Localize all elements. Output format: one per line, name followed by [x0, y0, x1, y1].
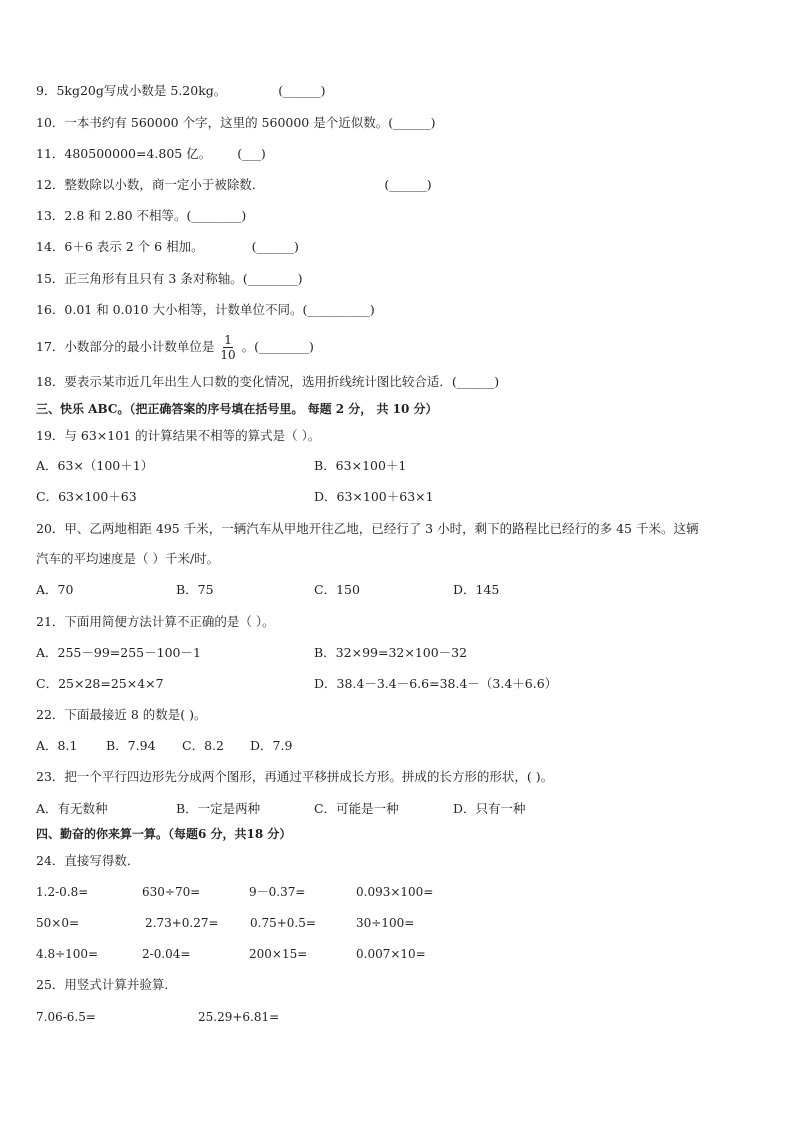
section-3-heading: 三、快乐 ABC。（把正确答案的序号填在括号里。 每题 2 分， 共 10 分）	[36, 402, 438, 416]
q22-option-a[interactable]: A．8.1	[36, 738, 78, 753]
q19-option-d[interactable]: D．63×100＋63×1	[314, 489, 434, 504]
question-17-prefix: 17．小数部分的最小计数单位是	[36, 339, 215, 354]
q23-option-a[interactable]: A．有无数种	[36, 801, 108, 816]
q21-option-a[interactable]: A．255－99=255－100－1	[36, 645, 201, 660]
answer-blank-9[interactable]: (______)	[278, 83, 326, 98]
q22-option-c[interactable]: C．8.2	[182, 738, 224, 753]
calc-item: 2.73+0.27=	[145, 916, 219, 930]
question-11-text: 11．480500000=4.805 亿。	[36, 146, 212, 161]
q20-option-a[interactable]: A．70	[36, 582, 74, 597]
question-12-text: 12．整数除以小数，商一定小于被除数．	[36, 177, 265, 192]
question-14	[36, 238, 299, 256]
q23-option-c[interactable]: C．可能是一种	[314, 801, 399, 816]
question-16: 16．0.01 和 0.010 大小相等，计数单位不同。(__________)	[36, 302, 375, 317]
section-4-heading: 四、勤奋的你来算一算。（每题6 分，共18 分）	[36, 827, 292, 841]
question-15: 15．正三角形有且只有 3 条对称轴。(________)	[36, 271, 303, 286]
fraction-one-tenth	[220, 333, 235, 362]
q21-option-b[interactable]: B．32×99=32×100－32	[314, 645, 468, 660]
calc-item: 0.75+0.5=	[250, 916, 316, 930]
question-17	[36, 332, 314, 362]
calc-item: 25.29+6.81=	[198, 1010, 280, 1024]
calc-item: 9－0.37=	[249, 885, 306, 899]
calc-item: 200×15=	[249, 947, 308, 961]
question-9-text: 9．5kg20g写成小数是 5.20kg。	[36, 83, 227, 98]
question-10: 10．一本书约有 560000 个字，这里的 560000 是个近似数。(______)	[36, 115, 436, 130]
q22-option-b[interactable]: B．7.94	[106, 738, 156, 753]
question-21-stem: 21．下面用简便方法计算不正确的是（ ）。	[36, 614, 275, 629]
calc-item: 50×0=	[36, 916, 80, 930]
question-20-stem-line2: 汽车的平均速度是（ ）千米/时。	[36, 551, 220, 566]
question-12	[36, 176, 432, 194]
question-23-stem: 23．把一个平行四边形先分成两个图形，再通过平移拼成长方形。拼成的长方形的形状，( )。	[36, 769, 554, 784]
answer-blank-12[interactable]: (______)	[384, 177, 432, 192]
q23-option-d[interactable]: D．只有一种	[453, 801, 526, 816]
calc-item: 0.093×100=	[356, 885, 434, 899]
q22-option-d[interactable]: D．7.9	[250, 738, 293, 753]
answer-blank-11[interactable]: (___)	[237, 146, 266, 161]
question-19-stem: 19．与 63×101 的计算结果不相等的算式是（ ）。	[36, 428, 321, 443]
question-9	[36, 82, 326, 100]
q19-option-b[interactable]: B．63×100＋1	[314, 458, 407, 473]
question-18: 18．要表示某市近几年出生人口数的变化情况，选用折线统计图比较合适．(______)	[36, 374, 500, 389]
calc-item: 630÷70=	[142, 885, 201, 899]
q20-option-c[interactable]: C．150	[314, 582, 360, 597]
question-14-text: 14．6＋6 表示 2 个 6 相加。	[36, 239, 204, 254]
question-20-stem-line1: 20．甲、乙两地相距 495 千米，一辆汽车从甲地开往乙地，已经行了 3 小时，剩下的路程比已经行的多 45 千米。这辆	[36, 521, 699, 536]
question-25-stem: 25．用竖式计算并验算．	[36, 977, 177, 992]
calc-item: 30÷100=	[356, 916, 415, 930]
q19-option-a[interactable]: A．63×（100＋1）	[36, 458, 154, 473]
calc-item: 7.06-6.5=	[36, 1010, 96, 1024]
q20-option-d[interactable]: D．145	[453, 582, 500, 597]
q19-option-c[interactable]: C．63×100＋63	[36, 489, 137, 504]
question-13: 13．2.8 和 2.80 不相等。(________)	[36, 208, 247, 223]
q20-option-b[interactable]: B．75	[176, 582, 214, 597]
q23-option-b[interactable]: B．一定是两种	[176, 801, 261, 816]
question-22-stem: 22．下面最接近 8 的数是( )。	[36, 707, 207, 722]
calc-item: 0.007×10=	[356, 947, 426, 961]
q21-option-d[interactable]: D．38.4－3.4－6.6=38.4－（3.4＋6.6）	[314, 676, 558, 691]
fraction-numerator: 1	[224, 333, 232, 347]
fraction-denominator: 10	[220, 348, 236, 362]
q21-option-c[interactable]: C．25×28=25×4×7	[36, 676, 164, 691]
question-11	[36, 145, 266, 163]
calc-item: 1.2-0.8=	[36, 885, 89, 899]
question-17-suffix: 。(________)	[241, 339, 314, 354]
answer-blank-14[interactable]: (______)	[251, 239, 299, 254]
calc-item: 2-0.04=	[142, 947, 191, 961]
question-24-stem: 24．直接写得数．	[36, 853, 140, 868]
calc-item: 4.8÷100=	[36, 947, 99, 961]
